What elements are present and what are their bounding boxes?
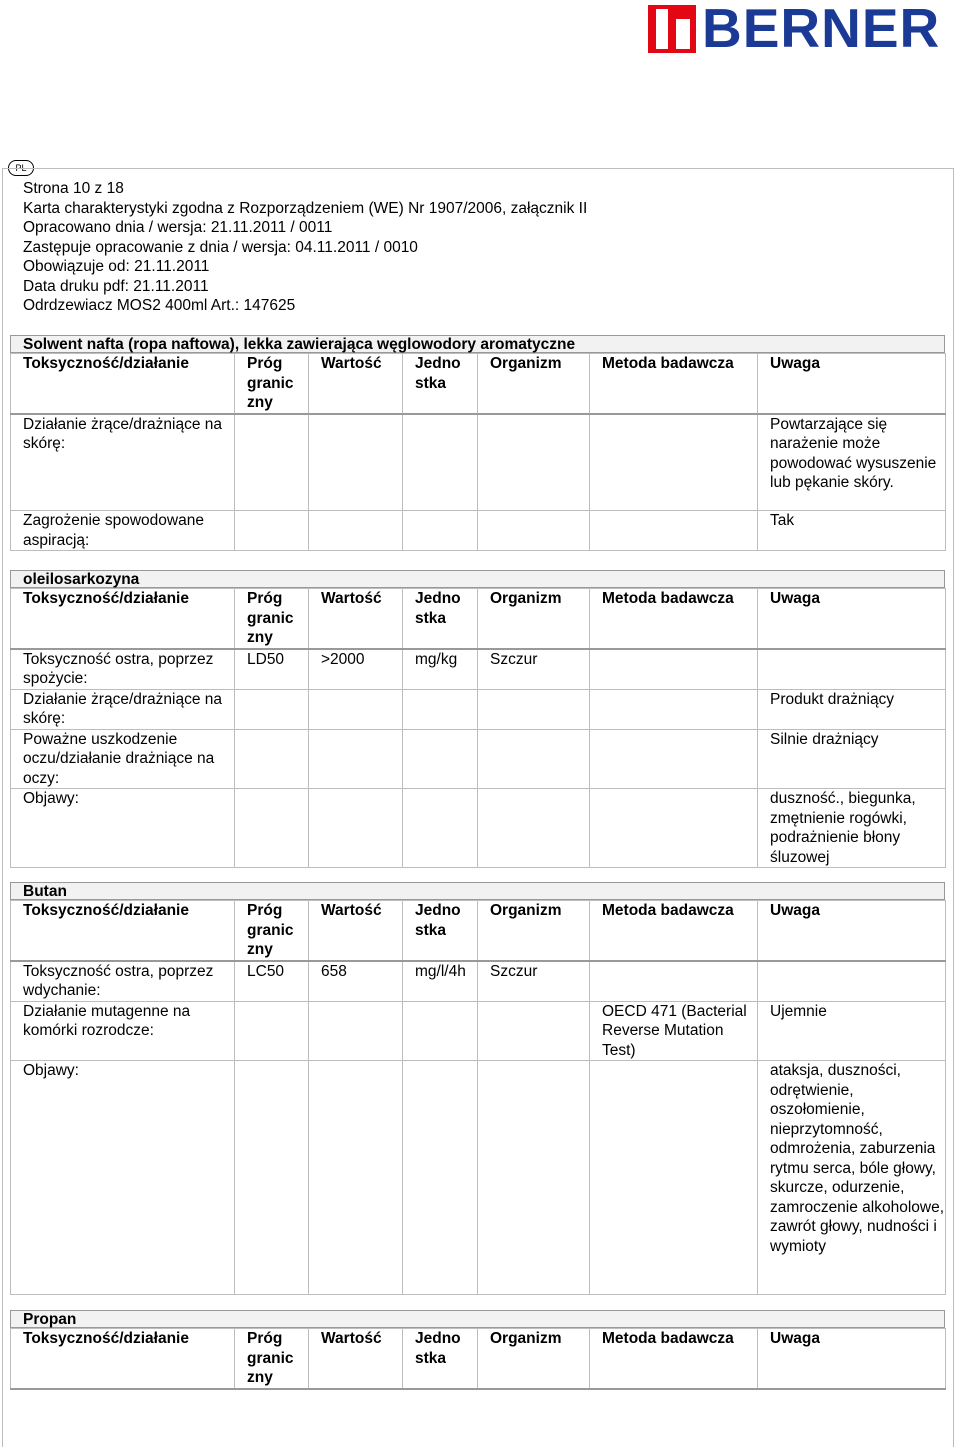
table-cell (590, 729, 758, 789)
table-cell: 658 (309, 961, 403, 1002)
table-cell (590, 961, 758, 1002)
table-cell: Poważne uszkodzenie oczu/działanie drażniące na oczy: (11, 729, 235, 789)
column-header: Toksyczność/działanie (11, 354, 235, 414)
berner-logo-mark-icon (648, 5, 696, 53)
berner-logo-text: BERNER (702, 0, 941, 59)
table-cell (309, 689, 403, 729)
table-cell: Objawy: (11, 1061, 235, 1295)
toxicity-table (10, 900, 946, 1295)
table-cell (309, 1001, 403, 1061)
table-cell (235, 729, 309, 789)
table-cell (478, 689, 590, 729)
table-cell: LC50 (235, 961, 309, 1002)
table-cell (403, 689, 478, 729)
table-cell (235, 1001, 309, 1061)
column-header: Jedno stka (403, 901, 478, 961)
table-cell (235, 511, 309, 551)
table-cell (235, 689, 309, 729)
table-cell (758, 649, 946, 690)
substance-section (10, 335, 945, 551)
column-header: Organizm (478, 901, 590, 961)
column-header: Próg granic zny (235, 901, 309, 961)
table-cell: Objawy: (11, 789, 235, 868)
table-cell: Szczur (478, 961, 590, 1002)
table-cell (309, 511, 403, 551)
table-cell: Zagrożenie spowodowane aspiracją: (11, 511, 235, 551)
column-header: Wartość (309, 589, 403, 649)
table-cell (590, 689, 758, 729)
table-cell (235, 789, 309, 868)
berner-logo (648, 0, 958, 59)
table-cell (309, 1061, 403, 1295)
table-cell (309, 414, 403, 511)
table-cell: ataksja, duszności, odrętwienie, oszołomienie, nieprzytomność, odmrożenia, zaburzenia rytmu serca, bóle głowy, skurcze, odurzenie, zamroczenie alkoholowe, zawrót głowy, nudności i wymioty (758, 1061, 946, 1295)
valid-from: Obowiązuje od: 21.11.2011 (23, 258, 210, 275)
table-header-row (11, 589, 946, 649)
table-cell: mg/l/4h (403, 961, 478, 1002)
table-row (11, 961, 946, 1002)
substance-section (10, 1310, 945, 1390)
table-cell (478, 789, 590, 868)
column-header: Uwaga (758, 589, 946, 649)
toxicity-table (10, 353, 946, 551)
table-cell: Toksyczność ostra, poprzez spożycie: (11, 649, 235, 690)
replaces-date: Zastępuje opracowanie z dnia / wersja: 04.11.2011 / 0010 (23, 238, 418, 256)
table-cell: Działanie mutagenne na komórki rozrodcze: (11, 1001, 235, 1061)
table-row (11, 689, 946, 729)
table-cell: Silnie drażniący (758, 729, 946, 789)
table-row (11, 1001, 946, 1061)
table-row (11, 414, 946, 511)
column-header: Jedno stka (403, 354, 478, 414)
column-header: Jedno stka (403, 1329, 478, 1389)
toxicity-table (10, 1328, 946, 1390)
table-cell (403, 789, 478, 868)
table-cell: Powtarzające się narażenie może powodować wysuszenie lub pękanie skóry. (758, 414, 946, 511)
column-header: Uwaga (758, 354, 946, 414)
column-header: Wartość (309, 901, 403, 961)
table-cell (403, 511, 478, 551)
column-header: Metoda badawcza (590, 1329, 758, 1389)
table-cell (309, 789, 403, 868)
column-header: Toksyczność/działanie (11, 589, 235, 649)
table-cell (235, 414, 309, 511)
substance-title: Butan (10, 882, 945, 900)
table-cell (590, 789, 758, 868)
table-cell (235, 1061, 309, 1295)
table-cell (403, 414, 478, 511)
document-regulation: Karta charakterystyki zgodna z Rozporządzeniem (WE) Nr 1907/2006, załącznik II (23, 199, 588, 217)
language-badge: PL (8, 160, 34, 176)
table-cell: OECD 471 (Bacterial Reverse Mutation Test) (590, 1001, 758, 1061)
table-cell (403, 729, 478, 789)
column-header: Uwaga (758, 901, 946, 961)
column-header: Metoda badawcza (590, 901, 758, 961)
table-cell (403, 1001, 478, 1061)
toxicity-table (10, 588, 946, 868)
table-header-row (11, 354, 946, 414)
table-row (11, 729, 946, 789)
table-cell (758, 961, 946, 1002)
table-cell (590, 1061, 758, 1295)
table-cell: Działanie żrące/drażniące na skórę: (11, 414, 235, 511)
table-cell: Szczur (478, 649, 590, 690)
table-cell: duszność., biegunka, zmętnienie rogówki, podrażnienie błony śluzowej (758, 789, 946, 868)
table-cell: Toksyczność ostra, poprzez wdychanie: (11, 961, 235, 1002)
table-header-row (11, 1329, 946, 1389)
table-cell: Działanie żrące/drażniące na skórę: (11, 689, 235, 729)
table-header-row (11, 901, 946, 961)
table-cell (590, 414, 758, 511)
column-header: Organizm (478, 1329, 590, 1389)
table-cell: Tak (758, 511, 946, 551)
table-cell (590, 511, 758, 551)
page-number: Strona 10 z 18 (23, 180, 124, 197)
substance-section (10, 882, 945, 1295)
print-date: Data druku pdf: 21.11.2011 (23, 277, 209, 295)
table-cell: mg/kg (403, 649, 478, 690)
table-cell (403, 1061, 478, 1295)
issue-date: Opracowano dnia / wersja: 21.11.2011 / 0011 (23, 219, 333, 236)
document-header (23, 179, 587, 316)
table-cell (478, 511, 590, 551)
column-header: Toksyczność/działanie (11, 901, 235, 961)
column-header: Próg granic zny (235, 589, 309, 649)
table-row (11, 511, 946, 551)
column-header: Organizm (478, 354, 590, 414)
table-cell (478, 414, 590, 511)
product-name: Odrdzewiacz MOS2 400ml Art.: 147625 (23, 297, 296, 314)
table-cell: Produkt drażniący (758, 689, 946, 729)
substance-section (10, 570, 945, 868)
table-cell: >2000 (309, 649, 403, 690)
column-header: Jedno stka (403, 589, 478, 649)
table-row (11, 789, 946, 868)
substance-title: Propan (10, 1310, 945, 1328)
column-header: Próg granic zny (235, 354, 309, 414)
table-cell: LD50 (235, 649, 309, 690)
column-header: Organizm (478, 589, 590, 649)
table-cell (478, 729, 590, 789)
table-row (11, 1061, 946, 1295)
column-header: Metoda badawcza (590, 354, 758, 414)
column-header: Wartość (309, 1329, 403, 1389)
column-header: Próg granic zny (235, 1329, 309, 1389)
substance-title: oleilosarkozyna (10, 570, 945, 588)
table-cell (478, 1001, 590, 1061)
table-cell (590, 649, 758, 690)
table-cell (309, 729, 403, 789)
column-header: Wartość (309, 354, 403, 414)
column-header: Metoda badawcza (590, 589, 758, 649)
substance-title: Solwent nafta (ropa naftowa), lekka zawierająca węglowodory aromatyczne (10, 335, 945, 353)
column-header: Uwaga (758, 1329, 946, 1389)
table-cell: Ujemnie (758, 1001, 946, 1061)
table-row (11, 649, 946, 690)
column-header: Toksyczność/działanie (11, 1329, 235, 1389)
table-cell (478, 1061, 590, 1295)
